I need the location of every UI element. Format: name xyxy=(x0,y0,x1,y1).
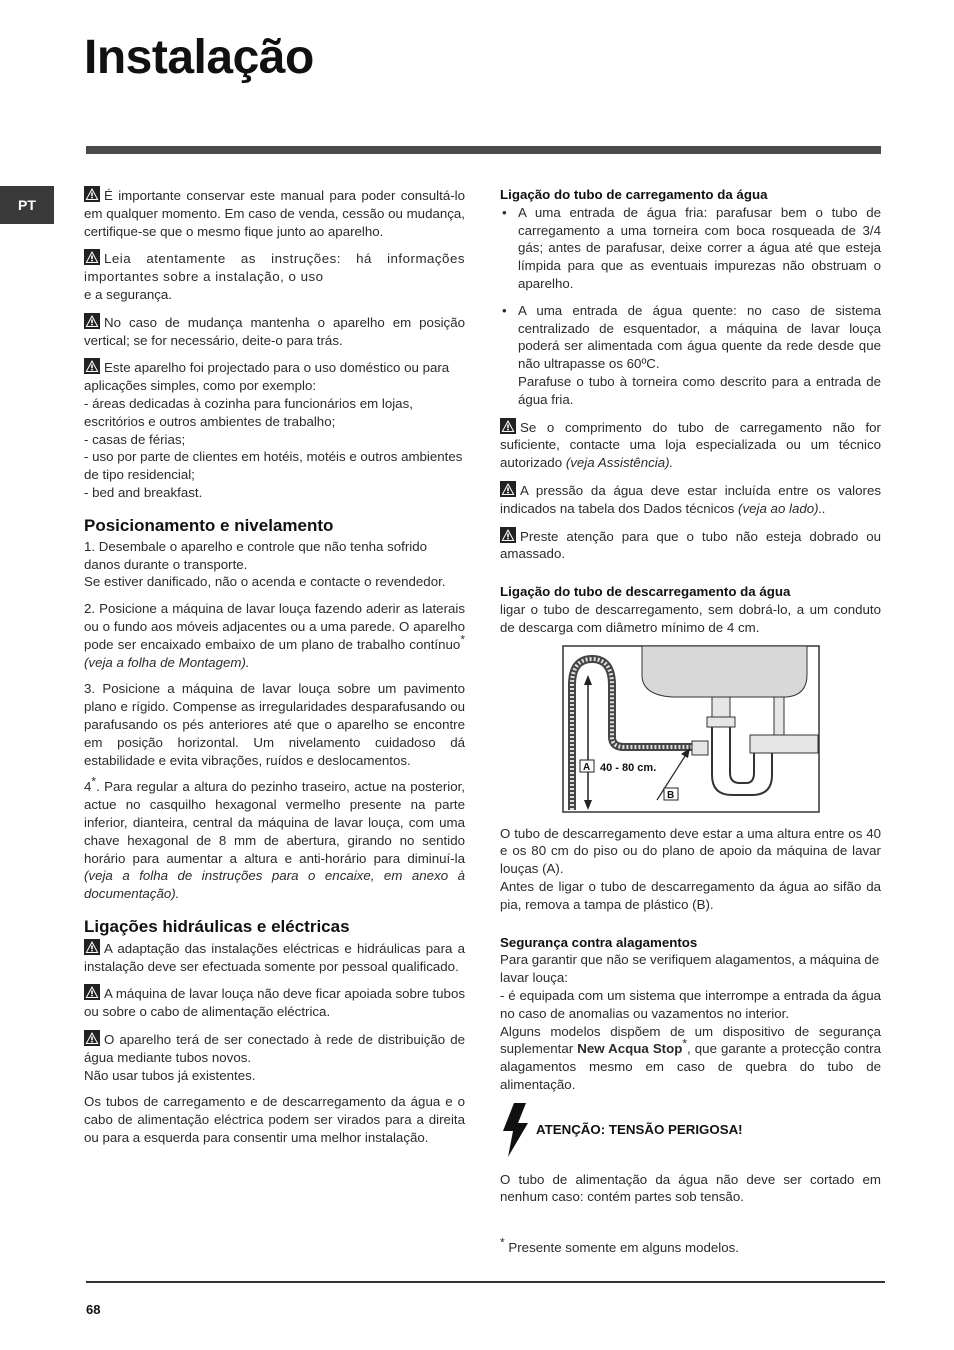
subheading-drain-hose: Ligação do tubo de descarregamento da água xyxy=(500,584,791,600)
paragraph-seg-2: - é equipada com um sistema que interrompe a entrada da água no caso de anomalias ou vazamentos no interior. xyxy=(500,987,881,1021)
paragraph-seg-3: Alguns modelos dispõem de um dispositivo de segurança suplementar New Acqua Stop*, que garante a protecção contra alagamentos mesmo em caso de quebra do tubo de alimentação. xyxy=(500,1023,881,1092)
paragraph-instructions: Leia atentamente as instruções: há informações importantes sobre a instalação, o uso e a segurança. xyxy=(84,251,465,302)
page-title: Instalação xyxy=(84,31,314,84)
list-item: • A uma entrada de água fria: parafusar bem o tubo de carregamento a uma torneira com boca rosqueada de 3/4 gás; antes de parafusar, deixe correr a água até que esteja límpida para que as eventuais impurezas não obstruam o aparelho. xyxy=(500,204,881,293)
warning-icon xyxy=(84,984,100,1000)
paragraph-warn-pressure: A pressão da água deve estar incluída entre os valores indicados na tabela dos Dados técnicos (veja ao lado).. xyxy=(500,482,881,516)
paragraph-lig-2: A máquina de lavar louça não deve ficar apoiada sobre tubos ou sobre o cabo de alimentação eléctrica. xyxy=(84,986,465,1020)
page-number: 68 xyxy=(86,1302,101,1317)
paragraph-pos-3: 3. Posicione a máquina de lavar louça sobre um pavimento plano e rígido. Compense as irregularidades desparafusando ou parafusando os pés anteriores até que o aparelho se encontre em posição horizontal. Um nivelamento cuidadoso dá estabilidade e evita vibrações, ruídos e deslocamentos. xyxy=(84,681,465,768)
section-heading-connections: Ligações hidráulicas e eléctricas xyxy=(84,916,350,936)
paragraph-manual: É importante conservar este manual para poder consultá-lo em qualquer momento. Em caso de venda, cessão ou mudança, certifique-se que o mesmo fique junto ao aparelho. xyxy=(84,188,465,239)
section-heading-positioning: Posicionamento e nivelamento xyxy=(84,515,334,535)
warning-icon xyxy=(84,1030,100,1046)
warning-icon xyxy=(84,313,100,329)
footer-rule xyxy=(86,1281,885,1283)
subheading-inlet-hose: Ligação do tubo de carregamento da água xyxy=(500,187,768,202)
danger-heading: ATENÇÃO: TENSÃO PERIGOSA! xyxy=(536,1121,743,1137)
paragraph-moving: No caso de mudança mantenha o aparelho em posição vertical; se for necessário, deite-o para trás. xyxy=(84,314,465,348)
drain-hose-diagram xyxy=(562,645,820,813)
subheading-flood-safety: Segurança contra alagamentos xyxy=(500,934,698,950)
paragraph-lig-3: O aparelho terá de ser conectado à rede de distribuição de água mediante tubos novos. Não usar tubos já existentes. xyxy=(84,1032,465,1083)
warning-icon xyxy=(500,527,516,543)
paragraph-seg-1: Para garantir que não se verifiquem alagamentos, a máquina de lavar louça: xyxy=(500,952,880,986)
warning-icon xyxy=(84,939,100,955)
diagram-label-b: B xyxy=(667,789,675,801)
warning-icon xyxy=(84,249,100,265)
paragraph-danger: O tubo de alimentação da água não deve ser cortado em nenhum caso: contém partes sob tensão. xyxy=(500,1171,881,1205)
paragraph-warn-length: Se o comprimento do tubo de carregamento não for suficiente, contacte uma loja especializada ou um técnico autorizado (veja Assistência). xyxy=(500,419,881,471)
diagram-range-label: 40 - 80 cm. xyxy=(600,761,657,774)
inlet-list xyxy=(500,204,881,409)
paragraph-usage: Este aparelho foi projectado para o uso doméstico ou para aplicações simples, como por exemplo: - áreas dedicadas à cozinha para funcionários em lojas, escritórios e outros ambientes de trabalho; - casas de férias; - uso por parte de clientes em hotéis, motéis e outros ambientes de tipo residencial; - bed and breakfast. xyxy=(84,360,463,500)
paragraph-warn-bent: Preste atenção para que o tubo não esteja dobrado ou amassado. xyxy=(500,528,881,562)
paragraph-pos-4: 4*. Para regular a altura do pezinho traseiro, actue na posterior, actue no casquilho hexagonal vermelho presente na parte inferior, dianteira, central da máquina de lavar louça, com uma chave hexagonal de 8 mm de abertura, girando no sentido horário para aumentar a altura e anti-horário para diminuí-la (veja a folha de instruções para o encaixe, em anexo à documentação). xyxy=(84,774,465,902)
paragraph-pos-1: 1. Desembale o aparelho e controle que não tenha sofrido danos durante o transporte. Se estiver danificado, não o acenda e contacte o revendedor. xyxy=(84,538,446,590)
lightning-bolt-icon xyxy=(500,1103,530,1157)
header-rule xyxy=(86,146,881,154)
warning-icon xyxy=(500,481,516,497)
paragraph-drain-2: O tubo de descarregamento deve estar a uma altura entre os 40 e os 80 cm do piso ou do plano de apoio da máquina de lavar louças (A). Antes de ligar o tubo de descarregamento da água ao sifão da pia, remova a tampa de plástico (B). xyxy=(500,825,881,912)
warning-icon xyxy=(500,418,516,434)
paragraph-pos-2: 2. Posicione a máquina de lavar louça fazendo aderir as laterais ou o fundo aos móveis adjacentes ou a uma parede. O aparelho pode ser encaixado embaixo de um plano de trabalho contínuo* (veja a folha de Montagem). xyxy=(84,601,465,670)
paragraph-drain-1: ligar o tubo de descarregamento, sem dobrá-lo, a um conduto de descarga com diâmetro mínimo de 4 cm. xyxy=(500,601,881,635)
paragraph-lig-4: Os tubos de carregamento e de descarregamento da água e o cabo de alimentação eléctrica podem ser virados para a direita ou para a esquerda para consentir uma melhor instalação. xyxy=(84,1094,465,1146)
footnote: * Presente somente em alguns modelos. xyxy=(500,1235,739,1255)
right-column xyxy=(500,186,881,1215)
paragraph-lig-1: A adaptação das instalações eléctricas e hidráulicas para a instalação deve ser efectuada somente por pessoal qualificado. xyxy=(84,940,465,974)
language-tab: PT xyxy=(0,186,54,224)
danger-notice xyxy=(500,1103,881,1157)
list-item: • A uma entrada de água quente: no caso de sistema centralizado de esquentador, a máquina de lavar louça poderá ser alimentada com água quente da rede desde que não ultrapasse os 60ºC. Parafuse o tubo à torneira como descrito para a entrada de água fria. xyxy=(500,302,881,409)
warning-icon xyxy=(84,186,100,202)
left-column xyxy=(84,186,465,1156)
diagram-label-a: A xyxy=(583,761,591,773)
warning-icon xyxy=(84,358,100,374)
